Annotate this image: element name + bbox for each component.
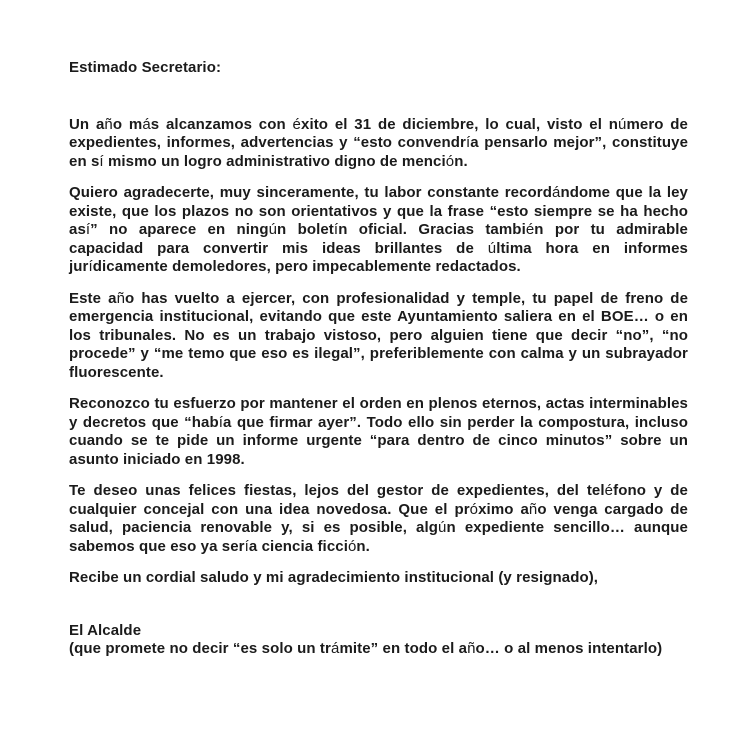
paragraph-3: Este año has vuelto a ejercer, con profesionalidad y temple, tu papel de freno de emergencia institucional, evitando que este Ayuntamiento saliera en el BOE… o en los tribunales. No es un trabajo vistoso, pero alguien tiene que decir “no”, “no procede” y “me temo que eso es ilegal”, preferiblemente con calma y un subrayador fluorescente. — [69, 289, 689, 381]
salutation: Estimado Secretario: — [69, 59, 222, 76]
closing-line: Recibe un cordial saludo y mi agradecimiento institucional (y resignado), — [69, 569, 599, 586]
paragraph-5: Te deseo unas felices fiestas, lejos del gestor de expedientes, del teléfono y de cualquier concejal con una idea novedosa. Que el próximo año venga cargado de salud, paciencia renovable y, si es posible, algún expediente sencillo… aunque sabemos que eso ya sería ciencia ficción. — [69, 482, 688, 555]
signature-block — [69, 622, 688, 659]
paragraph-1: Un año más alcanzamos con éxito el 31 de diciembre, lo cual, visto el número de expedientes, informes, advertencias y “esto convendría pensarlo mejor”, constituye en sí mismo un logro administrativo digno de mención. — [69, 115, 689, 170]
signature-name: El Alcalde — [69, 621, 142, 639]
paragraph-4: Reconozco tu esfuerzo por mantener el orden en plenos eternos, actas interminables y decretos que “había que firmar ayer”. Todo ello sin perder la compostura, incluso cuando se te pide un informe urgente “para dentro de cinco minutos” sobre un asunto iniciado en 1998. — [69, 395, 688, 468]
signature-note: (que promete no decir “es solo un trámite” en todo el año… o al menos intentarlo) — [69, 640, 663, 657]
paragraph-2: Quiero agradecerte, muy sinceramente, tu labor constante recordándome que la ley existe, que los plazos no son orientativos y que la frase “esto siempre se ha hecho así” no aparece en ningún boletín oficial. Gracias también por tu admirable capacidad para convertir mis ideas brillantes de última hora en informes jurídicamente demoledores, pero impecablemente redactados. — [69, 184, 688, 275]
letter-body — [69, 59, 688, 659]
